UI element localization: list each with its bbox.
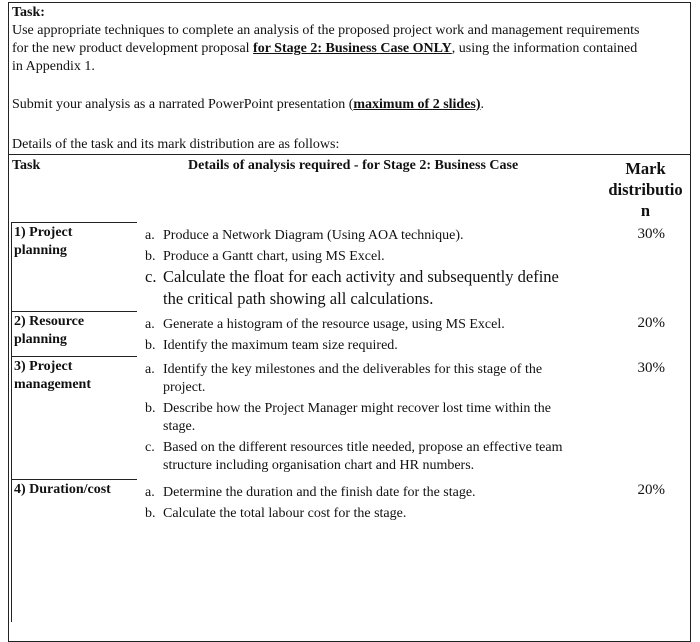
intro-line-2-bold: for Stage 2: Business Case ONLY bbox=[253, 41, 452, 56]
row-3-task bbox=[14, 358, 91, 394]
details-intro: Details of the task and its mark distribution are as follows: bbox=[12, 137, 340, 152]
item-text: Identify the maximum team size required. bbox=[163, 338, 398, 353]
item-text: Produce a Gantt chart, using MS Excel. bbox=[163, 249, 385, 264]
row-3-task-line-2: management bbox=[14, 377, 91, 392]
row-1-task-line-2: planning bbox=[14, 243, 67, 258]
header-details: Details of analysis required - for Stage 2: Business Case bbox=[188, 158, 519, 173]
item-text: Calculate the float for each activity and subsequently define bbox=[163, 267, 559, 286]
intro-line-2 bbox=[12, 40, 637, 58]
row-2-item-b bbox=[145, 337, 505, 355]
row-1-items bbox=[145, 227, 559, 309]
intro-line-2-pre: for the new product development proposal bbox=[12, 41, 254, 56]
row-2-rule bbox=[11, 311, 137, 312]
item-text-continued: structure including organisation chart and HR numbers. bbox=[163, 458, 475, 473]
row-4-task-line-1: 4) Duration/cost bbox=[14, 482, 111, 497]
item-text: Calculate the total labour cost for the stage. bbox=[163, 506, 407, 521]
item-letter: a. bbox=[145, 485, 155, 500]
table-top-rule bbox=[8, 154, 691, 155]
item-text: Determine the duration and the finish date for the stage. bbox=[163, 485, 476, 500]
row-4-task bbox=[14, 481, 111, 499]
task-heading: Task: bbox=[12, 5, 45, 20]
header-task: Task bbox=[12, 158, 41, 173]
row-1-task-line-1: 1) Project bbox=[14, 225, 73, 240]
row-3-task-line-1: 3) Project bbox=[14, 359, 73, 374]
intro-line-3: in Appendix 1. bbox=[12, 59, 95, 74]
header-mark-line-1: Mark bbox=[625, 159, 666, 178]
item-letter: b. bbox=[145, 401, 156, 416]
item-letter: c. bbox=[145, 267, 157, 286]
item-text: Identify the key milestones and the deliverables for this stage of the bbox=[163, 362, 543, 377]
row-3-item-c bbox=[145, 439, 563, 475]
row-2-task-line-1: 2) Resource bbox=[14, 314, 85, 329]
row-4-items bbox=[145, 484, 476, 523]
row-4-item-b bbox=[145, 505, 476, 523]
submit-bold: maximum of 2 slides) bbox=[353, 97, 481, 112]
header-mark-line-2: distributio bbox=[608, 180, 683, 199]
row-4-rule bbox=[11, 479, 137, 480]
item-text: Generate a histogram of the resource usage, using MS Excel. bbox=[163, 317, 505, 332]
header-mark bbox=[598, 158, 693, 221]
submit-line bbox=[12, 96, 484, 114]
task-column-rule bbox=[11, 222, 12, 622]
submit-pre: Submit your analysis as a narrated PowerPoint presentation ( bbox=[12, 97, 354, 112]
item-letter: b. bbox=[145, 249, 156, 264]
item-text: Describe how the Project Manager might recover lost time within the bbox=[163, 401, 552, 416]
item-text-continued: project. bbox=[163, 380, 206, 395]
row-1-mark: 30% bbox=[637, 226, 665, 242]
item-text: Produce a Network Diagram (Using AOA technique). bbox=[163, 228, 464, 243]
item-letter: b. bbox=[145, 506, 156, 521]
row-1-rule bbox=[11, 222, 137, 223]
row-1-task bbox=[14, 224, 72, 260]
header-mark-line-3: n bbox=[640, 201, 651, 220]
submit-post: . bbox=[480, 97, 485, 112]
row-3-item-a bbox=[145, 361, 563, 397]
row-2-items bbox=[145, 316, 505, 355]
intro-line-1: Use appropriate techniques to complete an analysis of the proposed project work and management requirements bbox=[12, 23, 640, 38]
row-2-mark: 20% bbox=[637, 315, 665, 331]
item-letter: a. bbox=[145, 362, 155, 377]
row-3-mark: 30% bbox=[637, 360, 665, 376]
item-letter: b. bbox=[145, 338, 156, 353]
row-1-item-c bbox=[145, 267, 559, 309]
item-text: Based on the different resources title needed, propose an effective team bbox=[163, 440, 563, 455]
row-3-items bbox=[145, 361, 563, 475]
intro-line-2-post: , using the information contained bbox=[451, 41, 638, 56]
row-4-item-a bbox=[145, 484, 476, 502]
row-4-mark: 20% bbox=[637, 482, 665, 498]
row-1-item-a bbox=[145, 227, 559, 245]
item-text-continued: the critical path showing all calculations. bbox=[163, 289, 434, 308]
row-3-rule bbox=[11, 356, 137, 357]
row-2-task-line-2: planning bbox=[14, 332, 67, 347]
row-1-item-b bbox=[145, 248, 559, 266]
item-text-continued: stage. bbox=[163, 419, 196, 434]
row-2-task bbox=[14, 313, 84, 349]
row-2-item-a bbox=[145, 316, 505, 334]
item-letter: a. bbox=[145, 228, 155, 243]
item-letter: c. bbox=[145, 440, 155, 455]
row-3-item-b bbox=[145, 400, 563, 436]
item-letter: a. bbox=[145, 317, 155, 332]
